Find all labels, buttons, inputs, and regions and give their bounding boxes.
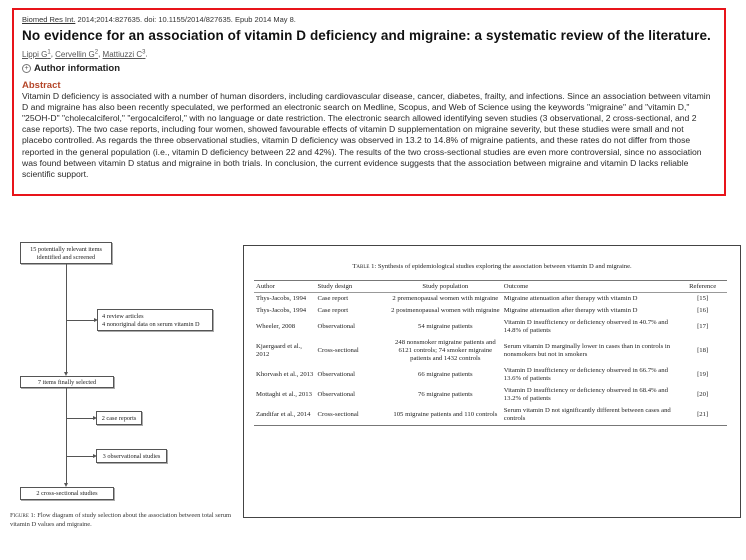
flow-connector (66, 456, 94, 457)
flow-box-identified (20, 242, 112, 264)
figure-label: Figure 1: (10, 512, 36, 519)
journal-link[interactable]: Biomed Res Int. (22, 15, 76, 24)
cell-author: Thys-Jacobs, 1994 (256, 295, 307, 302)
flow-box-observational: 3 observational studies (96, 449, 167, 463)
cell-reference: [16] (697, 307, 709, 314)
author-name: Cervellin G (55, 49, 95, 59)
author-affiliation-sup: 1 (47, 49, 51, 55)
cell-reference: [20] (697, 391, 709, 398)
cell-author: Kjaergaard et al., 2012 (256, 343, 302, 358)
cell-author: Zandifar et al., 2014 (254, 405, 316, 426)
flow-connector (66, 320, 95, 321)
table-row (254, 385, 727, 405)
abstract-panel (12, 8, 726, 196)
author-information-toggle[interactable] (22, 63, 716, 75)
flow-box-case-reports: 2 case reports (96, 411, 142, 425)
flow-connector (66, 418, 94, 419)
flow-diagram (0, 240, 240, 540)
cell-study-population: 2 premenopausal women with migraine (392, 295, 499, 302)
table-row (254, 293, 727, 306)
cell-study-design: Observational (317, 371, 356, 378)
cell-study-design: Cross-sectional (316, 405, 389, 426)
cell-study-population: 76 migraine patients (418, 391, 473, 398)
header-reference: Reference (678, 281, 727, 293)
article-title: No evidence for an association of vitamin D deficiency and migraine: a systematic review of the literature. (22, 28, 711, 43)
table-row (254, 337, 727, 365)
flow-box-selected: 7 items finally selected (20, 376, 114, 388)
flow-box-text: 4 nonoriginal data on serum vitamin D (102, 321, 200, 328)
header-outcome: Outcome (502, 281, 679, 293)
cell-author: Mottaghi et al., 2013 (256, 391, 312, 398)
table-caption (244, 263, 740, 270)
cell-outcome: Vitamin D insufficiency or deficiency observed in 40.7% and 14.8% of patients (503, 319, 668, 334)
cell-author: Khorvash et al., 2013 (256, 371, 314, 378)
cell-study-population: 2 postmenopausal women with migraine (391, 307, 500, 314)
flow-box-text: 4 review articles (102, 313, 144, 320)
cell-study-design: Case report (317, 295, 349, 302)
abstract-heading: Abstract (22, 79, 61, 91)
author-link[interactable] (22, 50, 51, 59)
cell-outcome: Migraine attenuation after therapy with vitamin D (503, 307, 638, 314)
author-affiliation-sup: 2 (94, 49, 99, 55)
cell-study-population: 66 migraine patients (418, 371, 473, 378)
cell-outcome: Vitamin D insufficiency or deficiency observed in 66.7% and 13.6% of patients (503, 367, 668, 382)
figure-caption (10, 512, 235, 529)
cell-author: Wheeler, 2008 (256, 323, 296, 330)
cell-study-design: Observational (317, 391, 356, 398)
cell-outcome: Vitamin D insufficiency or deficiency observed in 68.4% and 13.2% of patients (503, 387, 668, 402)
table-header-row (254, 281, 727, 293)
cell-study-design: Observational (317, 323, 356, 330)
cell-outcome: Serum vitamin D not significantly different between cases and controls (502, 405, 679, 426)
cell-study-population: 54 migraine patients (418, 323, 473, 330)
cell-reference: [19] (697, 371, 709, 378)
author-link[interactable] (55, 50, 98, 59)
citation-line (22, 15, 716, 25)
table-row (254, 365, 727, 385)
header-author: Author (254, 281, 316, 293)
cell-outcome: Migraine attenuation after therapy with vitamin D (503, 295, 638, 302)
flow-box-excluded (97, 309, 213, 331)
cell-study-design: Cross-sectional (317, 347, 359, 354)
table-caption-text: Synthesis of epidemiological studies exploring the association between vitamin D and migraine. (376, 263, 632, 270)
citation-details: 2014;2014:827635. doi: 10.1155/2014/827635. Epub 2014 May 8. (75, 15, 296, 24)
author-affiliation-sup: 3 (142, 49, 146, 55)
author-information-label: Author information (34, 62, 121, 74)
figure-caption-text: Flow diagram of study selection about the association between total serum vitamin D values and migraine. (10, 512, 232, 528)
header-study-population: Study population (389, 281, 502, 293)
table-panel (243, 245, 741, 518)
author-name: Mattiuzzi C (102, 49, 143, 59)
cell-reference: [18] (697, 347, 709, 354)
flow-connector (66, 264, 67, 373)
cell-author: Thys-Jacobs, 1994 (256, 307, 307, 314)
cell-reference: [15] (697, 295, 709, 302)
table-row (254, 305, 727, 317)
cell-study-population: 105 migraine patients and 110 controls (389, 405, 502, 426)
cell-study-population: 248 nonsmoker migraine patients and 6121 controls; 74 smoker migraine patients and 1432 controls (395, 339, 496, 362)
author-list: Lippi $G^1$, Cervellin $G^2$, Mattiuzzi $C^3$. (22, 49, 148, 59)
studies-table (254, 280, 727, 426)
flow-box-text: identified and screened (36, 254, 96, 261)
author-name: Lippi G (22, 49, 48, 59)
table-label: Table 1: (352, 263, 377, 270)
expand-plus-icon: + (22, 64, 31, 73)
cell-outcome: Serum vitamin D marginally lower in cases than in controls in nonsmokers but not in smokers (503, 343, 671, 358)
cell-reference: [17] (697, 323, 709, 330)
header-study-design: Study design (316, 281, 389, 293)
author-link[interactable] (103, 50, 146, 59)
cell-study-design: Case report (317, 307, 349, 314)
table-row (254, 405, 727, 426)
cell-reference: [21] (678, 405, 727, 426)
flow-connector (66, 388, 67, 484)
table-row (254, 317, 727, 337)
flow-box-cross-sectional: 2 cross-sectional studies (20, 487, 114, 500)
abstract-text: Vitamin D deficiency is associated with a number of human disorders, including cardiovascular disease, cancer, diabetes, frailty, and infections. Since an association between vitamin D and migraine has also been recently speculated, we performed an electronic search on Medline, Scopus, and Web of Science using the keywords "migraine" and "vitamin D," "25OH-D" "cholecalciferol," "ergocalciferol," with no language or date restriction. The electronic search allowed identifying seven studies (3 observational, 2 cross-sectional, and 2 case reports). The two case reports, including four women, showed favourable effects of vitamin D supplementation on migraine severity, but these studies were small and not placebo controlled. As regards the three observational studies, vitamin D deficiency was observed in 13.2 to 14.8% of migraine patients, and these rates do not differ from those reported in the general population (i.e., vitamin D deficiency between 22 and 42%). The results of the two cross-sectional studies are even more controversial, since no association was found between vitamin D status and migraine in both trials. In conclusion, the current evidence suggests that the association between migraine and vitamin D lacks reliable scientific support. (22, 90, 711, 180)
flow-box-text: 15 potentially relevant items (30, 246, 102, 253)
